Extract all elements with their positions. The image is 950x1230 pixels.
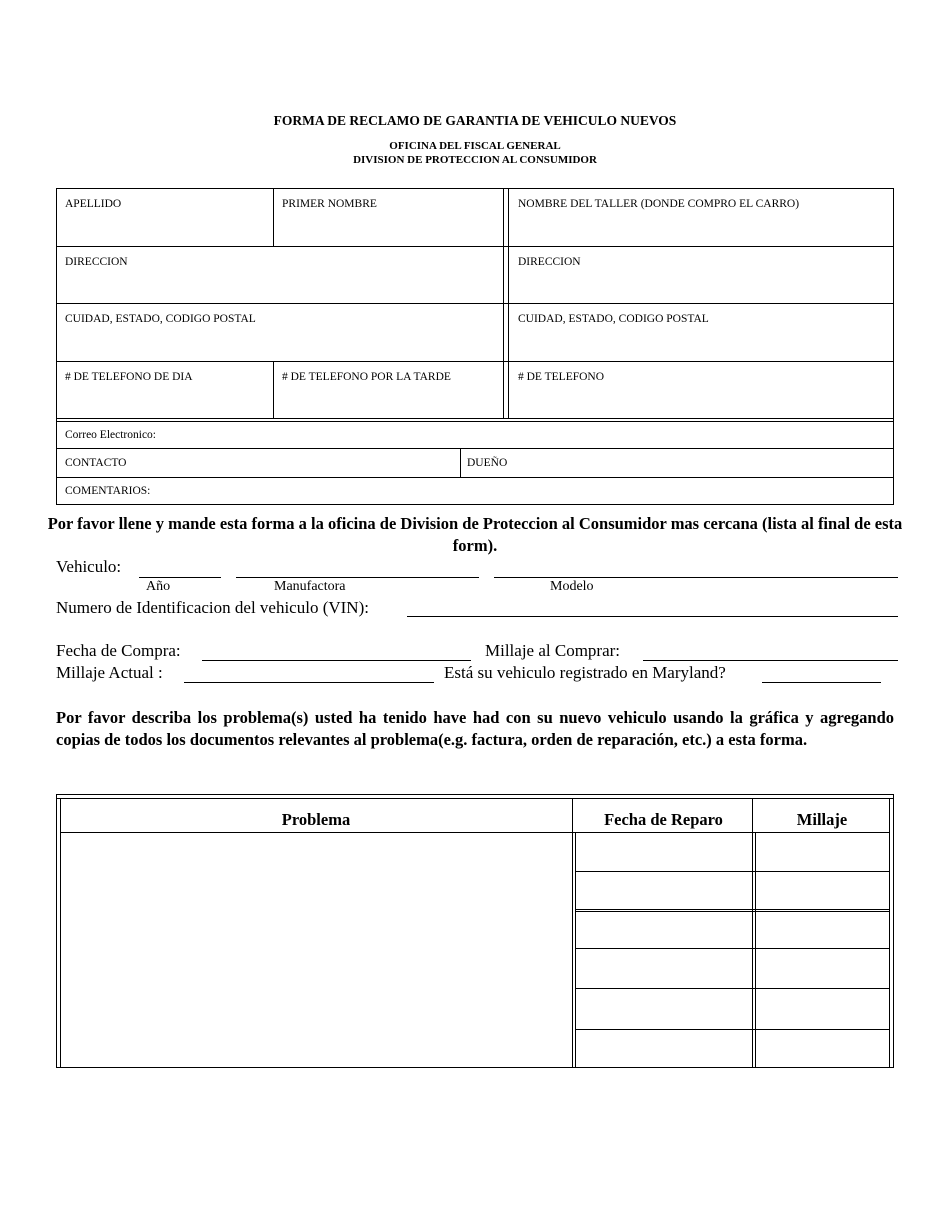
- correo-field[interactable]: [56, 421, 893, 448]
- fecha-reparo-cell[interactable]: [576, 949, 752, 988]
- millaje-actual-label: Millaje Actual :: [56, 663, 163, 682]
- fecha-reparo-cell[interactable]: [576, 1030, 752, 1067]
- contacto-field[interactable]: [56, 448, 460, 477]
- vehiculo-label: Vehiculo:: [56, 557, 122, 576]
- tel-tarde-label: # DE TELEFONO POR LA TARDE: [282, 371, 451, 383]
- apellido-field[interactable]: [56, 188, 273, 246]
- millaje-comprar-label: Millaje al Comprar:: [485, 641, 621, 660]
- ciudad-field[interactable]: [56, 303, 503, 361]
- registrado-label: Está su vehiculo registrado en Maryland?: [444, 663, 726, 682]
- tel-tarde-field[interactable]: [273, 361, 503, 418]
- vin-input-line[interactable]: [407, 616, 898, 617]
- ano-input-line[interactable]: [139, 577, 221, 578]
- tel-taller-label: # DE TELEFONO: [518, 371, 605, 383]
- tel-dia-field[interactable]: [56, 361, 273, 418]
- comentarios-label: COMENTARIOS:: [65, 485, 151, 497]
- contacto-label: CONTACTO: [65, 457, 127, 469]
- comentarios-field[interactable]: [56, 477, 893, 504]
- header-fecha-reparo: Fecha de Reparo: [604, 810, 723, 829]
- division-name: DIVISION DE PROTECCION AL CONSUMIDOR: [353, 154, 597, 166]
- direccion-taller-label: DIRECCION: [518, 256, 581, 268]
- manufactora-label: Manufactora: [274, 579, 346, 594]
- form-title: FORMA DE RECLAMO DE GARANTIA DE VEHICULO NUEVOS: [273, 113, 677, 128]
- direccion-field[interactable]: [56, 246, 503, 303]
- tel-taller-field[interactable]: [508, 361, 893, 418]
- millaje-actual-input-line[interactable]: [184, 682, 434, 683]
- millaje-cell[interactable]: [756, 949, 889, 988]
- vin-label: Numero de Identificacion del vehiculo (VIN):: [56, 598, 369, 617]
- direccion-label: DIRECCION: [65, 256, 128, 268]
- ciudad-taller-label: CUIDAD, ESTADO, CODIGO POSTAL: [518, 313, 709, 325]
- fecha-reparo-cell[interactable]: [576, 912, 752, 948]
- fecha-compra-label: Fecha de Compra:: [56, 641, 181, 660]
- tel-dia-label: # DE TELEFONO DE DIA: [65, 371, 193, 383]
- fecha-reparo-cell[interactable]: [576, 989, 752, 1029]
- fecha-compra-input-line[interactable]: [202, 660, 471, 661]
- problems-instructions: Por favor describa los problema(s) usted ha tenido have had con su nuevo vehiculo usando la gráfica y agregando copias de todos los documentos relevantes al problema(e.g. factura, orden de reparación, etc.) a esta forma.: [56, 708, 894, 749]
- millaje-cell[interactable]: [756, 989, 889, 1029]
- modelo-input-line[interactable]: [494, 577, 898, 578]
- millaje-cell[interactable]: [756, 912, 889, 948]
- correo-label: Correo Electronico:: [65, 429, 157, 441]
- header-millaje: Millaje: [796, 810, 848, 829]
- apellido-label: APELLIDO: [65, 198, 122, 210]
- nombre-taller-field[interactable]: [508, 188, 893, 246]
- modelo-label: Modelo: [550, 579, 594, 594]
- millaje-cell[interactable]: [756, 1030, 889, 1067]
- registrado-input-line[interactable]: [762, 682, 881, 683]
- office-name: OFICINA DEL FISCAL GENERAL: [389, 140, 561, 152]
- millaje-cell[interactable]: [756, 833, 889, 871]
- nombre-taller-label: NOMBRE DEL TALLER (DONDE COMPRO EL CARRO): [518, 198, 800, 210]
- fecha-reparo-cell[interactable]: [576, 872, 752, 909]
- ciudad-label: CUIDAD, ESTADO, CODIGO POSTAL: [65, 313, 256, 325]
- ciudad-taller-field[interactable]: [508, 303, 893, 361]
- ano-label: Año: [146, 579, 171, 594]
- manufactora-input-line[interactable]: [236, 577, 479, 578]
- problema-text-area[interactable]: [61, 833, 572, 1067]
- dueno-label: DUEÑO: [467, 457, 508, 469]
- fecha-reparo-cell[interactable]: [576, 833, 752, 871]
- millaje-cell[interactable]: [756, 872, 889, 909]
- instructions-text: Por favor llene y mande esta forma a la oficina de Division de Proteccion al Consumidor mas cercana (lista al final de esta form).: [47, 514, 903, 555]
- direccion-taller-field[interactable]: [508, 246, 893, 303]
- primer-nombre-field[interactable]: [273, 188, 503, 246]
- primer-nombre-label: PRIMER NOMBRE: [282, 198, 377, 210]
- dueno-field[interactable]: [460, 448, 893, 477]
- header-problema: Problema: [281, 810, 351, 829]
- millaje-comprar-input-line[interactable]: [643, 660, 898, 661]
